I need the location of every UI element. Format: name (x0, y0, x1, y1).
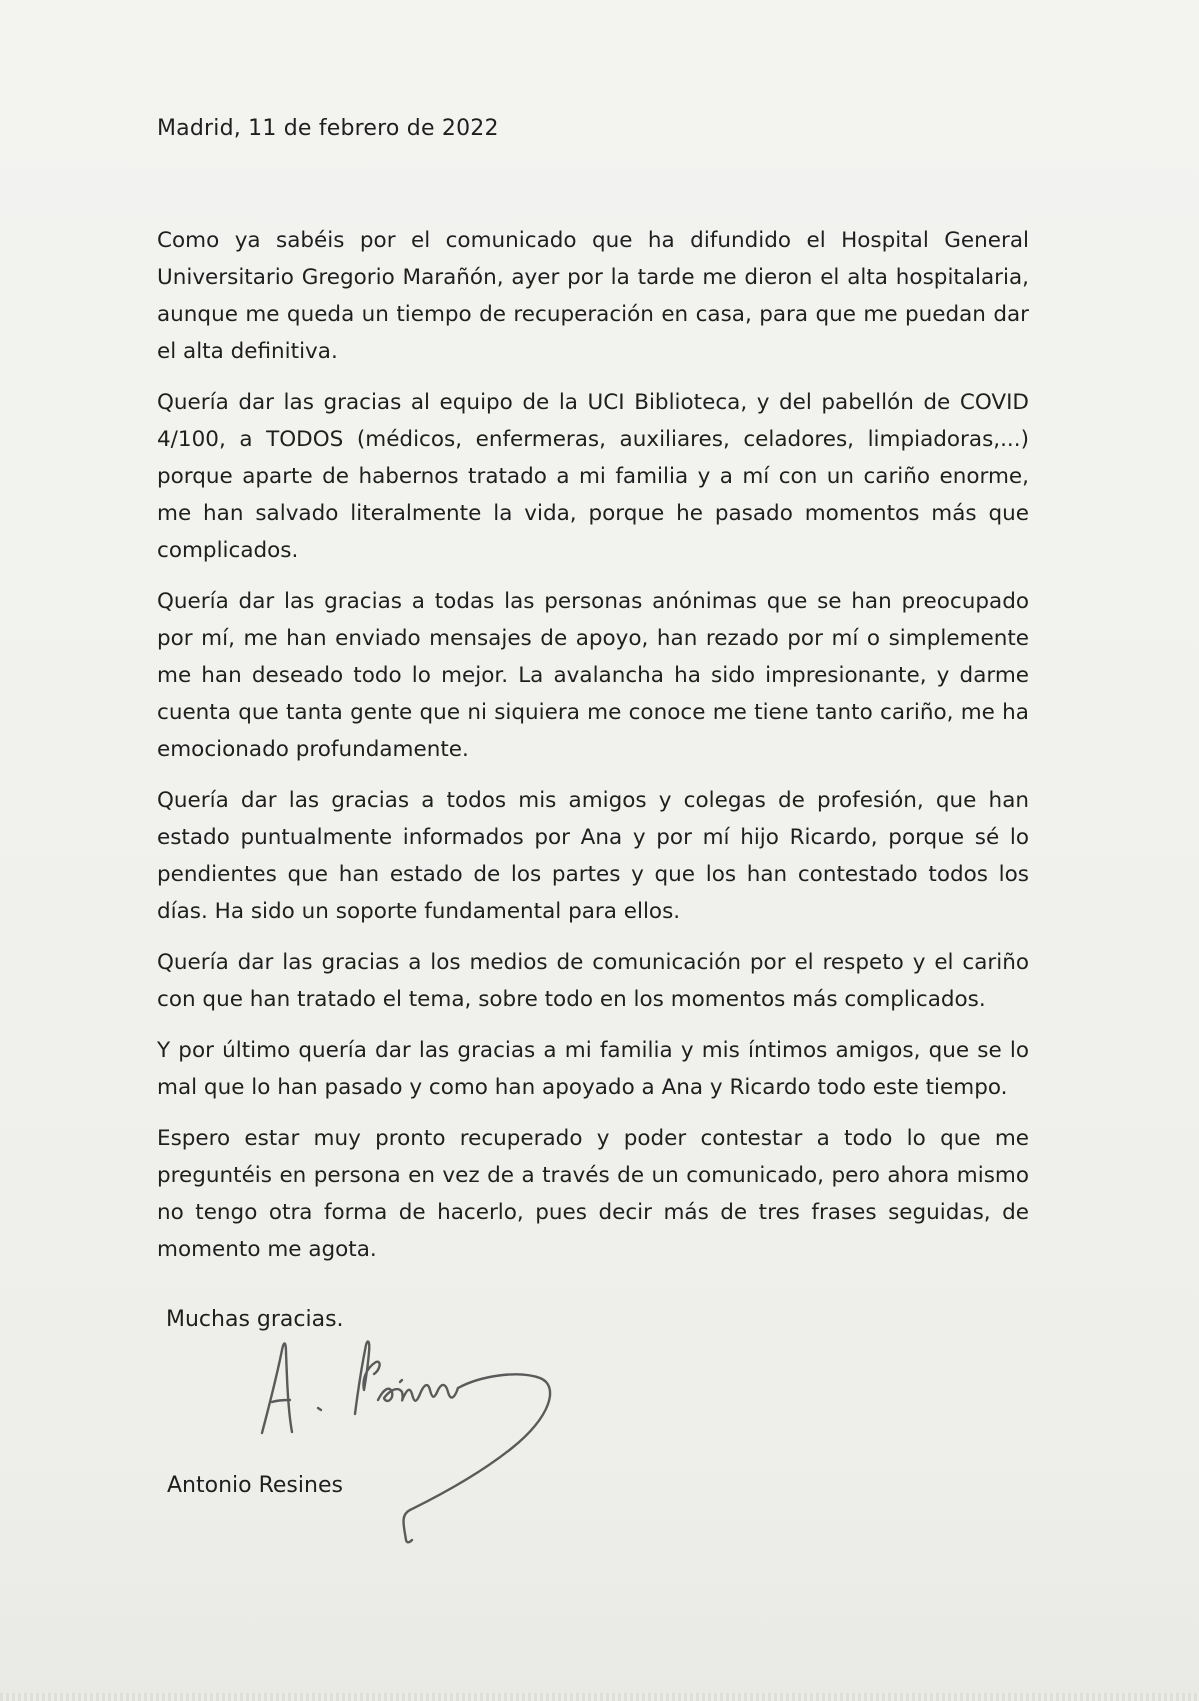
letter-body (157, 222, 1029, 1282)
paragraph-3: Quería dar las gracias a todas las personas anónimas que se han preocupado por mí, me han enviado mensajes de apoyo, han rezado por mí o simplemente me han deseado todo lo mejor. La avalancha ha sido impresionante, y darme cuenta que tanta gente que ni siquiera me conoce me tiene tanto cariño, me ha emocionado profundamente. (157, 589, 1029, 762)
paragraph-6: Y por último quería dar las gracias a mi familia y mis íntimos amigos, que se lo mal que lo han pasado y como han apoyado a Ana y Ricardo todo este tiempo. (157, 1038, 1029, 1100)
paragraph-4: Quería dar las gracias a todos mis amigos y colegas de profesión, que han estado puntualmente informados por Ana y por mí hijo Ricardo, porque sé lo pendientes que han estado de los partes y que los han contestado todos los días. Ha sido un soporte fundamental para ellos. (157, 788, 1029, 924)
handwritten-signature (250, 1330, 610, 1565)
paragraph-7: Espero estar muy pronto recuperado y poder contestar a todo lo que me preguntéis en persona en vez de a través de un comunicado, pero ahora mismo no tengo otra forma de hacerlo, pues decir más de tres frases seguidas, de momento me agota. (157, 1126, 1029, 1262)
letter-date: Madrid, 11 de febrero de 2022 (157, 116, 499, 141)
closing-line: Muchas gracias. (166, 1307, 344, 1332)
paragraph-5: Quería dar las gracias a los medios de comunicación por el respeto y el cariño con que han tratado el tema, sobre todo en los momentos más complicados. (157, 950, 1029, 1012)
paragraph-2: Quería dar las gracias al equipo de la UCI Biblioteca, y del pabellón de COVID 4/100, a TODOS (médicos, enfermeras, auxiliares, celadores, limpiadoras,...) porque aparte de habernos tratado a mi familia y a mí con un cariño enorme, me han salvado literalmente la vida, porque he pasado momentos más que complicados. (157, 390, 1029, 563)
paragraph-1: Como ya sabéis por el comunicado que ha difundido el Hospital General Universitario Gregorio Marañón, ayer por la tarde me dieron el alta hospitalaria, aunque me queda un tiempo de recuperación en casa, para que me puedan dar el alta definitiva. (157, 228, 1029, 364)
signer-name: Antonio Resines (167, 1473, 343, 1498)
